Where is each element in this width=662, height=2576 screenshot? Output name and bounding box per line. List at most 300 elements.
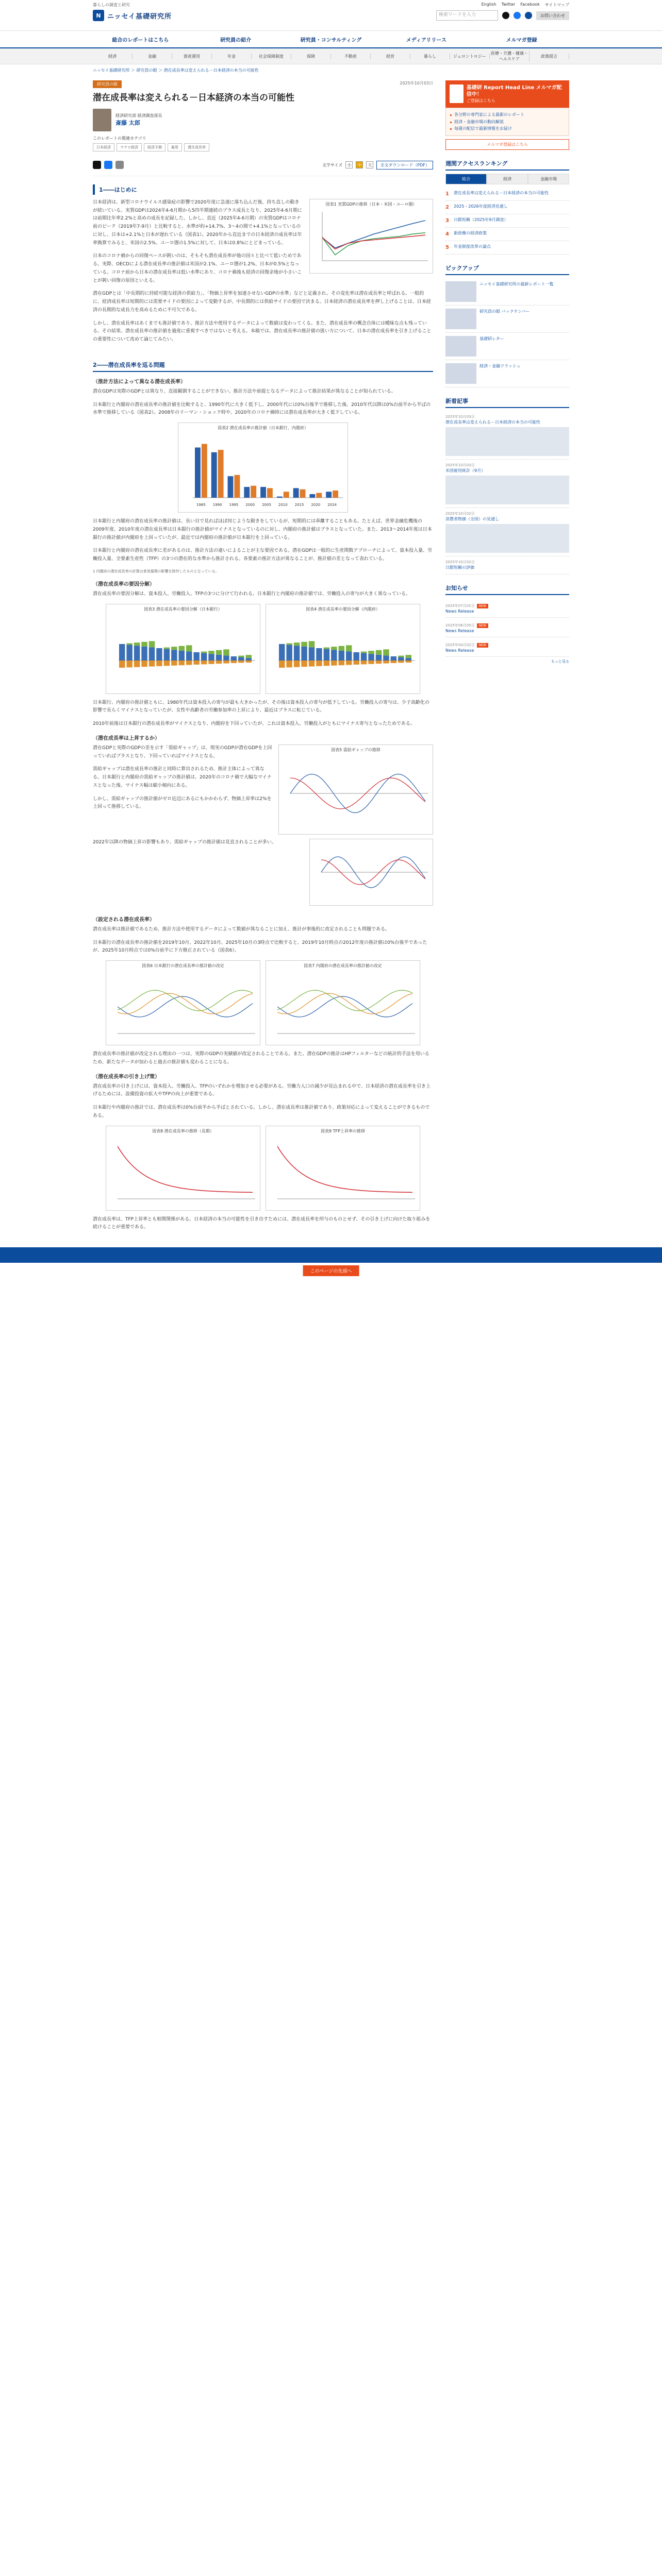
bar [406, 660, 411, 663]
long-term-chart [108, 1136, 258, 1208]
ranking-title: 潜在成長率は変えられる－日本経済の本当の可能性 [454, 190, 549, 195]
pickup-item[interactable] [445, 333, 569, 360]
logo-text: ニッセイ基礎研究所 [107, 12, 172, 21]
tick-label: 2010 [278, 503, 288, 507]
section-heading: 2――潜在成長率を巡る問題 [93, 359, 433, 372]
bar [346, 660, 352, 665]
pdf-download-button[interactable]: 全文ダウンロード（PDF） [376, 161, 433, 170]
revision-chart [108, 971, 258, 1043]
figure-title: 図表6 日本銀行の潜在成長率の推計値の改定 [142, 963, 224, 969]
new-badge: NEW [477, 604, 488, 608]
paragraph: しかし、需給ギャップの推計値がゼロ近辺にあるにもかかわらず、物価上昇率は2%を上回って推移している。 [93, 796, 272, 810]
figure-5b [309, 839, 433, 906]
font-small-button[interactable]: 小 [345, 161, 353, 168]
keyword-list [93, 143, 433, 151]
subnav-item[interactable]: 保険 [291, 54, 331, 59]
pickup-item[interactable] [445, 278, 569, 306]
figure-5 [278, 744, 433, 835]
pickup-heading: ピックアップ [445, 262, 569, 275]
font-size-label: 文字サイズ [322, 162, 343, 167]
ranking-item[interactable]: 5 年金制度改革の論点 [445, 241, 569, 255]
revision-chart [268, 971, 418, 1043]
keyword-tag[interactable]: 日本経済 [93, 143, 114, 151]
tick-label: 1990 [212, 503, 222, 507]
news-title: 潜在成長率は変えられる－日本経済の本当の可能性 [445, 419, 540, 425]
news-item[interactable] [445, 508, 569, 556]
gnav-item[interactable]: 研究員・コンサルティング [300, 37, 362, 43]
bar [286, 643, 292, 645]
logo-icon: N [93, 10, 104, 21]
avatar [93, 109, 111, 131]
bar [231, 660, 237, 663]
figure-row [93, 960, 433, 1045]
pickup-thumbnail [445, 309, 476, 329]
figure-title: 図表7 内閣府の潜在成長率の推計値の改定 [304, 963, 382, 969]
info-date: 2025年07月01日 [445, 603, 475, 608]
bar [119, 644, 125, 660]
link-share-icon[interactable] [115, 161, 124, 169]
bar [277, 497, 283, 498]
bar [406, 655, 411, 658]
subnav-item[interactable]: 資産運用 [172, 54, 212, 59]
bar [238, 660, 244, 663]
author-name[interactable]: 斎藤 太郎 [115, 120, 140, 127]
series-line [118, 1146, 253, 1192]
bar [171, 647, 177, 650]
bar [164, 660, 170, 666]
news-item[interactable] [445, 556, 569, 574]
bar [186, 651, 192, 660]
bar [164, 649, 170, 660]
bar [346, 645, 352, 651]
x-share-icon[interactable] [93, 161, 101, 169]
bar [309, 641, 315, 647]
figure-6 [106, 960, 260, 1045]
bar [164, 647, 170, 649]
paragraph: 日本銀行と内閣府の潜在成長率に差があるのは、推計方法の違いによることが主な要因である。潜在GDPは一般的に生産関数アプローチによって、資本投入量、労働投入量、全要素生産性（TFP）の3つの潜在的な水準から推計される。各要素の推計方法が異なることが、推計値の差となって表れている。 [93, 548, 433, 562]
bar [134, 642, 140, 646]
bar [368, 654, 374, 660]
header-tagline: 暮らしの調査と研究 [93, 3, 130, 7]
font-large-button[interactable]: 大 [366, 161, 373, 168]
bar [134, 660, 140, 667]
paragraph: 2022年以降の物価上昇の影響もあり、需給ギャップの推計値は見直されることが多い。 [93, 839, 276, 845]
sitemap-link[interactable]: サイトマップ [544, 3, 569, 7]
bar [238, 655, 244, 657]
paragraph: 潜在成長率は推計値であるため、推計方法や使用するデータによって数値が異なることに加え、推計が事後的に改定されることも問題である。 [93, 926, 390, 932]
article [93, 76, 433, 1237]
bar [406, 658, 411, 660]
author-box[interactable] [93, 109, 433, 131]
figure-row [93, 1126, 433, 1211]
news-date: 2025年10月02日 [445, 512, 475, 516]
bar [179, 646, 185, 651]
series-line [118, 990, 253, 1011]
bar [368, 651, 374, 654]
category-tag[interactable]: 研究員の眼 [93, 80, 122, 88]
figure-1 [309, 199, 433, 274]
subheading: （設定される潜在成長率） [93, 917, 155, 923]
newsletter-icon [450, 84, 464, 103]
bar [324, 649, 329, 660]
paragraph: 日本銀行と内閣府の潜在成長率の推計値は、長い目で見ればほぼ同じような動きをしているが、短期的には乖離することもある。たとえば、世界金融危機後の2009年度、2010年度の潜在成長率は日本銀行の推計値がマイナスとなっているのに対し、内閣府の推計値はプラスとなっていた。また、2013～2014年度は日本銀行の推計値が内閣府を上回っていたが、最近では内閣府の推計値が日本銀行を上回っている。 [93, 519, 432, 540]
figure-title: 図表4 潜在成長率の要因分解（内閣府） [306, 606, 380, 612]
subnav-item[interactable]: 経営 [371, 54, 410, 59]
tab-economy[interactable]: 経済 [487, 174, 528, 184]
news-title: 消費者物価（全国）の見通し [445, 517, 499, 522]
news-thumbnail [445, 476, 569, 504]
footer-bar [0, 1247, 662, 1263]
bar [391, 660, 396, 663]
bar [383, 660, 389, 664]
bar [383, 649, 389, 655]
facebook-icon[interactable] [514, 12, 521, 19]
bar [216, 660, 222, 664]
newsletter-features [445, 108, 569, 136]
subheading: （潜在成長率の要因分解） [93, 581, 155, 587]
paragraph: 需給ギャップは潜在成長率の推計と同時に算出されるため、推計主体によって異なる。日本銀行と内閣府の需給ギャップの推計値は、2020年のコロナ禍で大幅なマイナスとなった後、マイナス幅は縮小傾向にある。 [93, 767, 272, 788]
lang-links [482, 2, 569, 8]
tick-label: 2000 [245, 503, 255, 507]
paragraph: 日本銀行や内閣府の推計では、潜在成長率は0%台前半から半ばとされている。しかし、潜在成長率は推計値であり、政策対応によって変えることができるものである。 [93, 1105, 430, 1118]
figure-title: 図表1 実質GDPの推移（日本・米国・ユーロ圏） [325, 201, 417, 207]
bar [244, 487, 250, 498]
pickup-title: 研究員の眼 バックナンバー [479, 309, 530, 314]
gnav-item[interactable]: メディアリリース [406, 37, 446, 43]
output-gap-chart [281, 755, 431, 832]
bar [195, 448, 201, 498]
bar [286, 645, 292, 660]
feature-item: 各分野の専門家による最新のレポート [450, 111, 565, 118]
category-nav [0, 48, 662, 64]
paragraph: 潜在GDPとは「中長期的に持続可能な経済の供給力」、「物価上昇率を加速させないGDPの水準」などと定義され、その変化率は潜在成長率と呼ばれる。一般的に、経済成長率は短期的には需要サイドの要因によって変動するが、中長期的には供給サイドの要因で決まる。日本経済の潜在成長率を押し上げることは、日本経済の長期的な成長力を高めるために不可欠である。 [93, 291, 431, 313]
bar [223, 655, 229, 660]
paragraph: しかし、潜在成長率はあくまでも推計値であり、推計方法や使用するデータによって数値は変わってくる。また、潜在成長率の概念自体には曖昧な点も残っている。その結果、潜在成長率の推計値を過度に重視すべきではないと考える。本稿では、潜在成長率の推計値の扱い方について、日本の潜在成長率を引き上げることの重要性について改めて論じてみたい。 [93, 320, 432, 343]
bar [126, 645, 132, 660]
bar [353, 652, 359, 660]
subnav-item[interactable]: 社会保障制度 [252, 54, 291, 59]
bar [309, 660, 315, 667]
info-item[interactable] [445, 618, 569, 637]
tfp-chart [268, 1136, 418, 1208]
bar [331, 650, 337, 660]
bar [316, 493, 322, 498]
bar [208, 654, 214, 660]
bar [201, 660, 207, 664]
paragraph: 潜在成長率の要因分解は、資本投入、労働投入、TFPの3つに分けて行われる。日本銀行と内閣府の推計値では、労働投入の寄与が大きく異なっている。 [93, 591, 410, 597]
paragraph: 潜在成長率の推計値が改定される理由の一つは、実際のGDPの実績値が改定されることである。また、潜在GDPの推計はHPフィルターなどの統計的手法を用いるため、新たなデータが加わると過去の推計値も変わることになる。 [93, 1052, 429, 1065]
bar [294, 646, 300, 660]
keyword-tag[interactable]: 経済予測 [144, 143, 166, 151]
bar [383, 655, 389, 660]
bar [179, 651, 185, 660]
bar [141, 642, 147, 647]
bar [309, 647, 315, 660]
subheading: （潜在成長率は上昇するか） [93, 735, 160, 741]
subnav-item[interactable]: ジェロントロジー [450, 54, 490, 59]
bar [149, 641, 155, 647]
pickup-title: 基礎研レター [479, 336, 504, 341]
mail-icon[interactable] [525, 12, 532, 19]
bar [208, 651, 214, 654]
banner-sub: ご登録はこちら [466, 98, 495, 103]
banner-title: 基礎研 Report Head Line メルマガ配信中！ [466, 85, 562, 97]
paragraph: 日本銀行、内閣府の推計値ともに、1980年代は資本投入の寄与が最も大きかったが、その後は資本投入の寄与が低下している。労働投入の寄与は、少子高齢化の影響で長らくマイナスとなっていたが、女性や高齢者の労働参加率の上昇により、最近はプラスに転じている。 [93, 700, 429, 714]
bar [223, 649, 229, 655]
news-item[interactable] [445, 411, 569, 460]
publish-date: 2025年10月03日 [400, 81, 433, 86]
bar [286, 660, 292, 667]
keyword-tag[interactable]: マクロ経済 [117, 143, 142, 151]
feature-item: 経済・金融市場の動向解説 [450, 118, 565, 126]
more-link[interactable]: もっと見る [551, 659, 569, 664]
paragraph: 2010年前後は日本銀行の潜在成長率がマイナスとなり、内閣府を下回っていたが、これは資本投入、労働投入がともにマイナス寄与となったためである。 [93, 721, 415, 727]
bar [398, 655, 404, 657]
figure-8 [106, 1126, 260, 1211]
new-articles-heading: 新着記事 [445, 395, 569, 408]
paragraph: 日本銀行の潜在成長率の推計値を2019年10月、2022年10月、2025年10月の3時点で比較すると、2019年10月時点の2012年度の推計値は0%台後半であったが、2025年10月時点では0%台前半に下方修正されている（図表6）。 [93, 940, 427, 954]
newsletter-button[interactable]: メルマガ登録はこちら [445, 139, 569, 150]
info-title: News Release [445, 628, 474, 633]
bar [149, 647, 155, 660]
tick-label: 2024 [327, 503, 337, 507]
bar [376, 650, 382, 655]
tick-label: 2020 [311, 503, 321, 507]
pickup-item[interactable] [445, 360, 569, 387]
pickup-thumbnail [445, 281, 476, 302]
bar [333, 490, 338, 498]
news-thumbnail [445, 524, 569, 553]
potential-growth-bar-chart [180, 433, 345, 510]
info-title: News Release [445, 608, 474, 614]
subnav-item[interactable]: 金融 [133, 54, 172, 59]
bar [339, 660, 344, 665]
section-heading: 1――はじめに [93, 184, 433, 195]
new-badge: NEW [477, 643, 488, 648]
bar [301, 660, 307, 667]
bar [293, 488, 299, 498]
pickup-item[interactable] [445, 306, 569, 333]
pickup-thumbnail [445, 363, 476, 384]
news-item[interactable] [445, 460, 569, 508]
bar [186, 645, 192, 651]
keyword-label: このレポートの関連カテゴリ [93, 135, 146, 141]
bar [126, 643, 132, 645]
figure-3 [106, 604, 260, 694]
bar [201, 651, 207, 653]
paragraph: 潜在GDPは実際のGDPとは異なり、直接観測することができない。推計方法や前提となるデータによって推計結果が異なることが知られている。 [93, 388, 396, 394]
tick-label: 1995 [229, 503, 239, 507]
bar [324, 660, 329, 666]
subheading: （潜在成長率の引き上げ策） [93, 1074, 160, 1080]
figure-title: 図表5 需給ギャップの推移 [331, 747, 380, 752]
output-gap-chart [312, 841, 431, 903]
font-medium-button[interactable]: 中 [356, 161, 363, 168]
decomposition-chart [108, 614, 258, 691]
bar [134, 646, 140, 660]
bar [156, 660, 162, 666]
bar [246, 658, 252, 660]
info-date: 2025年06月05日 [445, 623, 475, 628]
series-line [277, 990, 412, 1011]
bar [216, 650, 222, 655]
top-header [0, 0, 662, 31]
feature-item: 毎週の配信で最新情報をお届け [450, 125, 565, 132]
subheading: （推計方法によって異なる潜在成長率） [93, 379, 186, 385]
bar [353, 660, 359, 665]
paragraph: 潜在GDPと実際のGDPの差を示す「需給ギャップ」は、現実のGDPが潜在GDPを上回っていればプラスとなり、下回っていればマイナスとなる。 [93, 745, 272, 759]
ranking-title: 年金制度改革の論点 [454, 244, 491, 249]
contact-button[interactable]: お問い合わせ [536, 11, 569, 20]
ranking-item[interactable]: 1 潜在成長率は変えられる－日本経済の本当の可能性 [445, 188, 569, 201]
bar [324, 647, 329, 649]
footnote: 1 内閣府の潜在成長率の計算は景気循環の影響を除外したものとなっている。 [93, 569, 219, 573]
author-dept: 経済研究部 経済調査部長 [115, 113, 162, 118]
pickup-thumbnail [445, 336, 476, 357]
news-title: 日銀短観の評価 [445, 565, 474, 570]
bar [294, 642, 300, 646]
pickup-title: 経済・金融フラッシュ [479, 363, 521, 368]
subnav-item[interactable]: 医療・介護・健康・ヘルスケア [490, 50, 529, 62]
info-item[interactable] [445, 637, 569, 657]
bar [218, 450, 224, 498]
tick-label: 2005 [262, 503, 271, 507]
decomposition-chart [268, 614, 418, 691]
ranking-title: 2025・2026年度経済見通し [454, 204, 508, 209]
subnav-item[interactable]: 政策提言 [529, 54, 569, 59]
subnav-item[interactable]: 経済 [93, 54, 133, 59]
lang-link-english[interactable]: English [481, 2, 496, 7]
news-date: 2025年10月02日 [445, 560, 475, 565]
ranking-title: 日銀短観（2025年9月調査） [454, 217, 508, 222]
share-bar [93, 157, 433, 176]
tab-finance[interactable]: 金融市場 [528, 174, 569, 184]
newsletter-banner[interactable] [445, 80, 569, 108]
figure-title: 図表2 潜在成長率の推計値（日本銀行、内閣府） [218, 426, 308, 431]
figure-4 [266, 604, 420, 694]
site-logo[interactable] [93, 10, 172, 21]
info-heading: お知らせ [445, 582, 569, 595]
subnav-item[interactable]: 暮らし [410, 54, 450, 59]
ranking-item[interactable]: 4 新政権の経済政策 [445, 228, 569, 241]
keyword-tag[interactable]: 潜在成長率 [184, 143, 209, 151]
bar [368, 660, 374, 664]
x-icon[interactable] [502, 12, 509, 19]
bar [179, 660, 185, 665]
bar [301, 642, 307, 647]
bar [251, 486, 256, 498]
bar [149, 660, 155, 667]
new-badge: NEW [477, 623, 488, 628]
back-to-top-button[interactable]: このページの先頭へ [303, 1265, 359, 1276]
subnav-item[interactable]: 不動産 [331, 54, 371, 59]
bar [331, 647, 337, 650]
bar [119, 660, 125, 668]
facebook-share-icon[interactable] [104, 161, 112, 169]
lang-link-twitter[interactable]: Twitter [501, 2, 516, 7]
news-date: 2025年10月03日 [445, 414, 475, 419]
bar [361, 653, 367, 660]
gnav-item[interactable]: 研究員の紹介 [220, 37, 252, 43]
bar [326, 492, 332, 498]
info-item[interactable] [445, 598, 569, 618]
bar [361, 660, 367, 664]
tick-label: 2015 [294, 503, 304, 507]
ranking-item[interactable]: 2 2025・2026年度経済見通し [445, 201, 569, 214]
bar [376, 655, 382, 660]
bar [300, 489, 306, 498]
bar [141, 647, 147, 660]
bar [398, 657, 404, 660]
header-tools [436, 10, 569, 21]
bar [309, 494, 315, 498]
bar [228, 476, 234, 498]
bar [231, 656, 237, 660]
tab-overall[interactable]: 総合 [445, 174, 487, 184]
bar [316, 648, 322, 660]
figure-row [93, 604, 433, 694]
paragraph: 日本のコロナ禍からの回復ペースが鈍いのは、そもそも潜在成長率が他の国々と比べて低いためである。実際、OECDによる潜在成長率の推計値は米国が2.1%、ユーロ圏が1.2%、日本が0.5%となっている。コロナ前から日本の潜在成長率は低い水準にあり、コロナ禍後も経済の回復余地が小さいことが鈍い回復の原因といえる。 [93, 253, 302, 283]
series-line [322, 233, 425, 255]
news-date: 2025年10月03日 [445, 463, 475, 467]
gnav-item[interactable]: 総合のレポートはこちら [112, 37, 169, 43]
bar [339, 651, 344, 660]
ranking-item[interactable]: 3 日銀短観（2025年9月調査） [445, 214, 569, 228]
ranking-tabs [445, 174, 569, 184]
figure-7 [266, 960, 420, 1045]
bar [316, 660, 322, 666]
bar [193, 660, 199, 665]
pickup-title: ニッセイ基礎研究所の最新レポート一覧 [479, 281, 554, 286]
series-line [277, 1146, 412, 1192]
info-title: News Release [445, 648, 474, 653]
global-nav [0, 31, 662, 48]
gnav-item[interactable]: メルマガ登録 [506, 37, 537, 43]
bar [223, 660, 229, 664]
bar [216, 655, 222, 660]
bar [246, 660, 252, 663]
bar [211, 452, 217, 498]
keyword-tag[interactable]: 雇用 [168, 143, 182, 151]
paragraph: 日本経済は、新型コロナウイルス感染症の影響で2020年度に急速に落ち込んだ後、持ち直しの動きが続いている。実質GDPは2024年4-6月期から5四半期連続のプラス成長となり、2025年4-6月期には前期比年率2.2%と高めの成長を記録した。しかし、直近（2025年4-6月期）の実質GDPはコロナ前のピーク（2019年7-9月）と比較すると、水準が約+14.7%、3～4の間で+4.1%となっているのに対し、日本は+2.1%と日本が遅れている（図表1）。2020年から直近までの日本経済の成長率は年率換算でみると、米国の2.5%、ユーロ圏の1.5%に対して、日本は0.8%にとどまっている。 [93, 199, 302, 246]
article-title: 潜在成長率は変えられる－日本経済の本当の可能性 [93, 93, 294, 103]
bar [193, 652, 199, 660]
bar [331, 660, 337, 666]
bar [361, 651, 367, 653]
bar [346, 651, 352, 660]
search-input[interactable]: 検索ワードを入力 [436, 10, 498, 21]
ranking-title: 新政権の経済政策 [454, 230, 487, 235]
bar [284, 492, 289, 498]
info-date: 2025年04月02日 [445, 642, 475, 647]
bar [202, 444, 207, 498]
figure-title: 図表9 TFP上昇率の推移 [321, 1128, 365, 1133]
bar [391, 656, 396, 660]
news-thumbnail [445, 427, 569, 456]
lang-link-facebook[interactable]: Facebook [520, 2, 540, 7]
breadcrumb[interactable]: ニッセイ基礎研究所 ＞ 研究員の眼 ＞ 潜在成長率は変えられる－日本経済の本当の可能性 [93, 68, 259, 73]
bar [267, 488, 273, 498]
bar [260, 487, 266, 498]
bar [376, 660, 382, 664]
bar [294, 660, 300, 667]
paragraph: 潜在成長率は、TFP上昇率とも相関関係がある。日本経済の本当の可能性を引き出すためには、潜在成長率を所与のものとせず、その引き上げに向けた取り組みを続けることが重要である。 [93, 1216, 431, 1230]
figure-title: 図表3 潜在成長率の要因分解（日本銀行） [144, 606, 222, 612]
bar [246, 655, 252, 658]
bar [339, 646, 344, 651]
bar [301, 647, 307, 660]
subnav-item[interactable]: 年金 [212, 54, 252, 59]
